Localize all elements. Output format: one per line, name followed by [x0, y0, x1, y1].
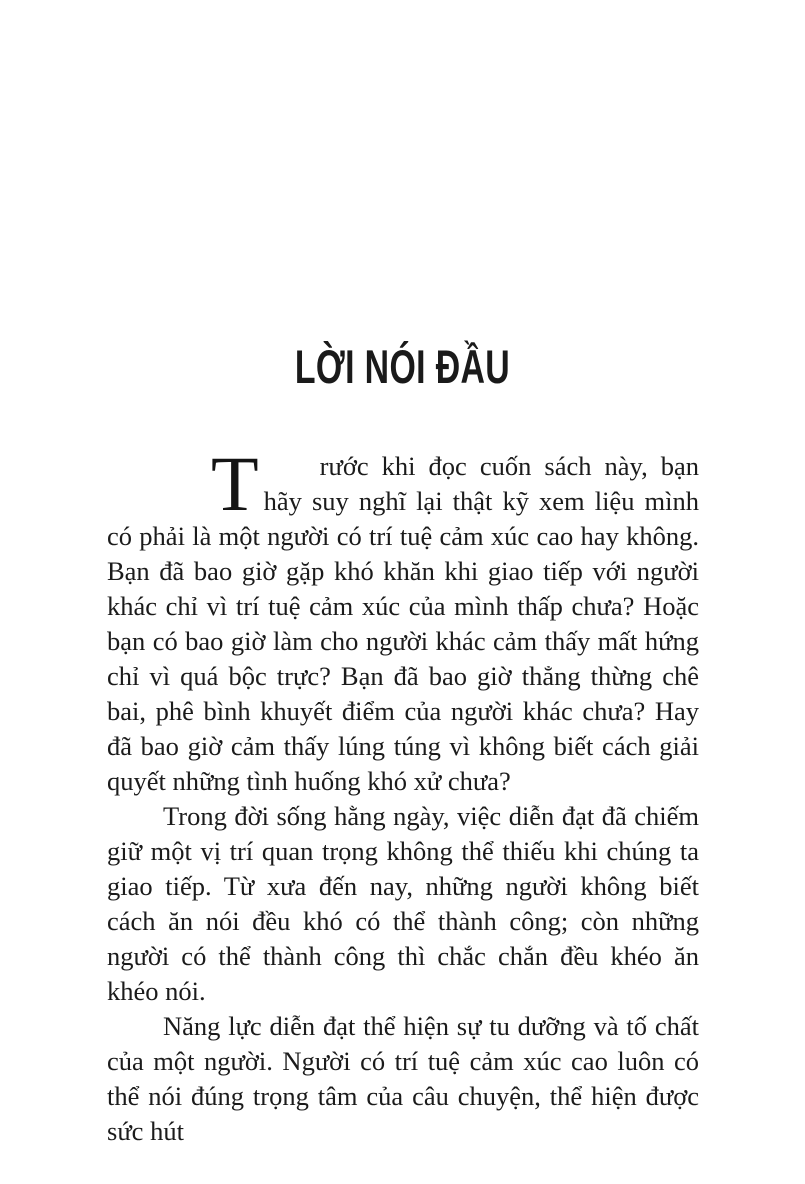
paragraph-2-text: Trong đời sống hằng ngày, việc diễn đạt đã chiếm giữ một vị trí quan trọng không thể thiếu khi chúng ta giao tiếp. Từ xưa đến nay, những người không biết cách ăn nói đều khó có thể thành công; còn những người có thể thành công thì chắc chắn đều khéo ăn khéo nói.	[107, 801, 699, 1006]
paragraph-1-text: rước khi đọc cuốn sách này, bạn hãy suy nghĩ lại thật kỹ xem liệu mình có phải là một người có trí tuệ cảm xúc cao hay không. Bạn đã bao giờ gặp khó khăn khi giao tiếp với người khác chỉ vì trí tuệ cảm xúc của mình thấp chưa? Hoặc bạn có bao giờ làm cho người khác cảm thấy mất hứng chỉ vì quá bộc trực? Bạn đã bao giờ thẳng thừng chê bai, phê bình khuyết điểm của người khác chưa? Hay đã bao giờ cảm thấy lúng túng vì không biết cách giải quyết những tình huống khó xử chưa?	[107, 451, 699, 796]
body-text-block	[107, 440, 699, 1149]
paragraph-2	[107, 799, 699, 1009]
paragraph-1	[107, 440, 699, 799]
paragraph-3	[107, 1009, 699, 1149]
page-title: LỜI NÓI ĐẦU	[294, 340, 511, 394]
paragraph-3-text: Năng lực diễn đạt thể hiện sự tu dưỡng và tố chất của một người. Người có trí tuệ cảm xúc cao luôn có thể nói đúng trọng tâm của câu chuyện, thể hiện được sức hút	[107, 1011, 699, 1146]
drop-cap-letter: T	[211, 440, 259, 527]
